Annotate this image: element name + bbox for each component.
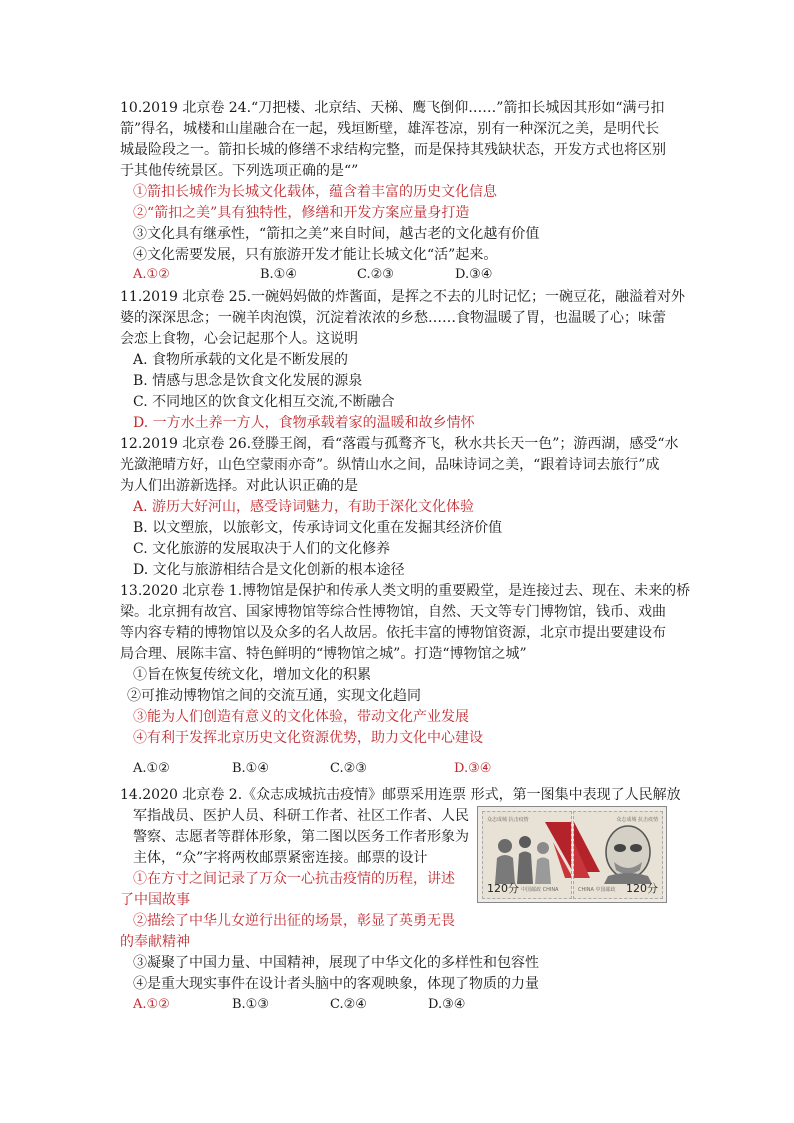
- q11-stem-line-2: 婆的深深思念；一碗羊肉泡馍，沉淀着浓浓的乡愁……食物温暖了胃，也温暖了心；味蕾: [120, 310, 666, 326]
- q13-stem-line-4: 局合理、展陈丰富、特色鲜明的“博物馆之城”。打造“博物馆之城”: [120, 646, 527, 662]
- q14-item-3: ③凝聚了中国力量、中国精神，展现了中华文化的多样性和包容性: [133, 955, 539, 971]
- q13-option-a: A.①②: [133, 761, 170, 776]
- q13-item-3: ③能为人们创造有意义的文化体验，带动文化产业发展: [133, 709, 469, 725]
- q11-choice-a: A. 食物所承载的文化是不断发展的: [133, 352, 349, 368]
- q14-item-1-line-1: ①在方寸之间记录了万众一心抗击疫情的历程，讲述: [133, 871, 455, 887]
- q14-option-a: A.①②: [133, 997, 170, 1012]
- q11-choice-c: C. 不同地区的饮食文化相互交流,不断融合: [133, 394, 395, 410]
- q10-stem-line-4: 于其他传统景区。下列选项正确的是“”: [120, 163, 359, 179]
- q13-option-c: C.②③: [330, 761, 367, 776]
- q10-option-c: C.②③: [357, 267, 394, 282]
- q13-option-b: B.①④: [232, 761, 269, 776]
- stamp-left-value: 120分: [487, 882, 519, 895]
- q13-item-1: ①旨在恢复传统文化，增加文化的积累: [133, 667, 371, 683]
- q10-stem-line-1: 10.2019 北京卷 24.“刀把楼、北京结、天梯、鹰飞倒仰……”箭扣长城因其形如“满弓扣: [120, 100, 665, 116]
- q11-choice-d: D. 一方水土养一方人，食物承载着家的温暖和故乡情怀: [133, 415, 475, 431]
- q14-stem-line-4: 主体，“众”字将两枚邮票紧密连接。邮票的设计: [133, 850, 428, 866]
- q13-item-4: ④有利于发挥北京历史文化资源优势，助力文化中心建设: [133, 730, 483, 746]
- q12-choice-c: C. 文化旅游的发展取决于人们的文化修养: [133, 541, 391, 557]
- q10-option-b: B.①④: [260, 267, 297, 282]
- q12-stem-line-2: 光潋滟晴方好，山色空蒙雨亦奇”。纵情山水之间，品味诗词之美，“跟着诗词去旅行”成: [120, 457, 660, 473]
- q11-stem-line-3: 会恋上食物，心会记起那个人。这说明: [120, 331, 358, 347]
- stamp-right-caption: 众志成城 抗击疫情: [616, 817, 658, 823]
- q10-stem-line-3: 城最险段之一。箭扣长城的修缮不求结构完整，而是保持其残缺状态，开发方式也将区别: [120, 142, 666, 158]
- q12-stem-line-1: 12.2019 北京卷 26.登滕王阁，看“落霞与孤鹜齐飞，秋水共长天一色”；游西湖，感受“水: [120, 436, 679, 452]
- stamp-left-country: 中国邮政 CHINA: [521, 887, 559, 893]
- q13-stem-line-1: 13.2020 北京卷 1.博物馆是保护和传承人类文明的重要殿堂，是连接过去、现在、未来的桥: [120, 583, 691, 599]
- q14-item-2-line-1: ②描绘了中华儿女逆行出征的场景，彰显了英勇无畏: [133, 913, 455, 929]
- stamp-right-country: CHINA 中国邮政: [578, 887, 616, 893]
- q12-choice-a: A. 游历大好河山，感受诗词魅力，有助于深化文化体验: [133, 499, 475, 515]
- stamp-right-value: 120分: [626, 882, 658, 895]
- q14-stem-line-3: 警察、志愿者等群体形象，第二图以医务工作者形象为: [133, 829, 469, 845]
- q10-item-1: ①箭扣长城作为长城文化载体，蕴含着丰富的历史文化信息: [133, 184, 497, 200]
- q10-item-2: ②“箭扣之美”具有独特性，修缮和开发方案应量身打造: [133, 205, 470, 221]
- q14-stem-line-2: 军指战员、医护人员、科研工作者、社区工作者、人民: [133, 808, 469, 824]
- q12-choice-b: B. 以文塑旅，以旅彰文，传承诗词文化重在发掘其经济价值: [133, 520, 503, 536]
- q14-item-1-line-2: 了中国故事: [120, 892, 190, 908]
- q14-item-4: ④是重大现实事件在设计者头脑中的客观映象，体现了物质的力量: [133, 976, 539, 992]
- q14-option-d: D.③④: [428, 997, 466, 1012]
- q10-item-3: ③文化具有继承性，“箭扣之美”来自时间，越古老的文化越有价值: [133, 226, 540, 242]
- stamp-left-caption: 众志成城 抗击疫情: [487, 817, 529, 823]
- q11-stem-line-1: 11.2019 北京卷 25.一碗妈妈做的炸酱面，是挥之不去的儿时记忆；一碗豆花，融溢着对外: [120, 289, 686, 305]
- q13-item-2: ②可推动博物馆之间的交流互通，实现文化趋同: [127, 688, 421, 704]
- q14-item-2-line-2: 的奉献精神: [120, 934, 190, 950]
- stamp-right: [573, 811, 663, 899]
- q13-stem-line-3: 等内容专精的博物馆以及众多的名人故居。依托丰富的博物馆资源，北京市提出要建设布: [120, 625, 666, 641]
- q10-option-d: D.③④: [455, 267, 493, 282]
- q13-stem-line-2: 梁。北京拥有故宫、国家博物馆等综合性博物馆，自然、天文等专门博物馆，钱币、戏曲: [120, 604, 666, 620]
- q14-option-b: B.①③: [232, 997, 269, 1012]
- stamp-left: [482, 811, 572, 899]
- q13-option-d: D.③④: [454, 761, 492, 776]
- q12-choice-d: D. 文化与旅游相结合是文化创新的根本途径: [133, 562, 405, 578]
- stamp-pair-image: [477, 806, 667, 903]
- q10-option-a: A.①②: [133, 267, 170, 282]
- q12-stem-line-3: 为人们出游新选择。对此认识正确的是: [120, 478, 358, 494]
- q14-option-c: C.②④: [330, 997, 367, 1012]
- q14-stem-line-1: 14.2020 北京卷 2.《众志成城抗击疫情》邮票采用连票 形式，第一图集中表现了人民解放: [120, 787, 681, 803]
- q11-choice-b: B. 情感与思念是饮食文化发展的源泉: [133, 373, 363, 389]
- q10-item-4: ④文化需要发展，只有旅游开发才能让长城文化“活”起来。: [133, 247, 498, 263]
- q10-stem-line-2: 箭”得名，城楼和山崖融合在一起，残垣断壁，雄浑苍凉，别有一种深沉之美，是明代长: [120, 121, 660, 137]
